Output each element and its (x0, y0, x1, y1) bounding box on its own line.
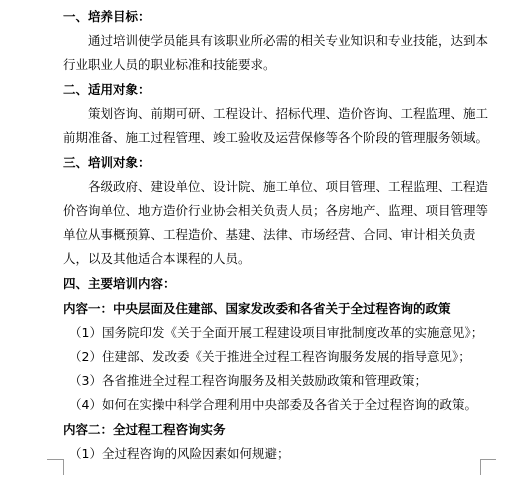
content-one-heading: 内容一：中央层面及住建部、国家发改委和各省关于全过程咨询的政策 (63, 301, 451, 316)
page-corner-mark-left-horizontal (47, 459, 63, 460)
content-one-item-2: （2）住建部、发改委《关于推进全过程工程咨询服务发展的指导意见》； (69, 349, 471, 364)
section-heading-training-goal: 一、培养目标： (63, 9, 151, 24)
content-one-item-3: （3）各省推进全过程工程咨询服务及相关鼓励政策和管理政策； (69, 373, 427, 388)
section-heading-main-content: 四、主要培训内容： (63, 276, 176, 291)
section-heading-training-audience: 三、培训对象： (63, 155, 151, 170)
content-two-heading: 内容二：全过程工程咨询实务 (63, 422, 226, 437)
content-one-item-1: （1）国务院印发《关于全面开展工程建设项目审批制度改革的实施意见》； (69, 325, 484, 340)
document-body (63, 4, 497, 466)
paragraph-training-goal: 通过培训使学员能具有该职业所必需的相关专业知识和专业技能，达到本行业职业人员的职业标准和技能要求。 (63, 33, 489, 72)
paragraph-training-audience: 各级政府、建设单位、设计院、施工单位、项目管理、工程监理、工程造价咨询单位、地方造价行业协会相关负责人员；各房地产、监理、项目管理等单位从事概预算、工程造价、基建、法律、市场经营、合同、审计相关负责人，以及其他适合本课程的人员。 (63, 179, 489, 266)
page-corner-mark-left (47, 459, 64, 475)
content-one-item-4: （4）如何在实操中科学合理利用中央部委及各省关于全过程咨询的政策。 (69, 397, 477, 412)
paragraph-applicable-objects: 策划咨询、前期可研、工程设计、招标代理、造价咨询、工程监理、施工前期准备、施工过程管理、竣工验收及运营保修等各个阶段的管理服务领域。 (63, 106, 489, 145)
page-corner-mark-right (480, 459, 497, 475)
section-heading-applicable-objects: 二、适用对象： (63, 82, 151, 97)
page-corner-mark-right-horizontal (480, 459, 496, 460)
content-two-item-1: （1）全过程咨询的风险因素如何规避； (69, 446, 290, 461)
